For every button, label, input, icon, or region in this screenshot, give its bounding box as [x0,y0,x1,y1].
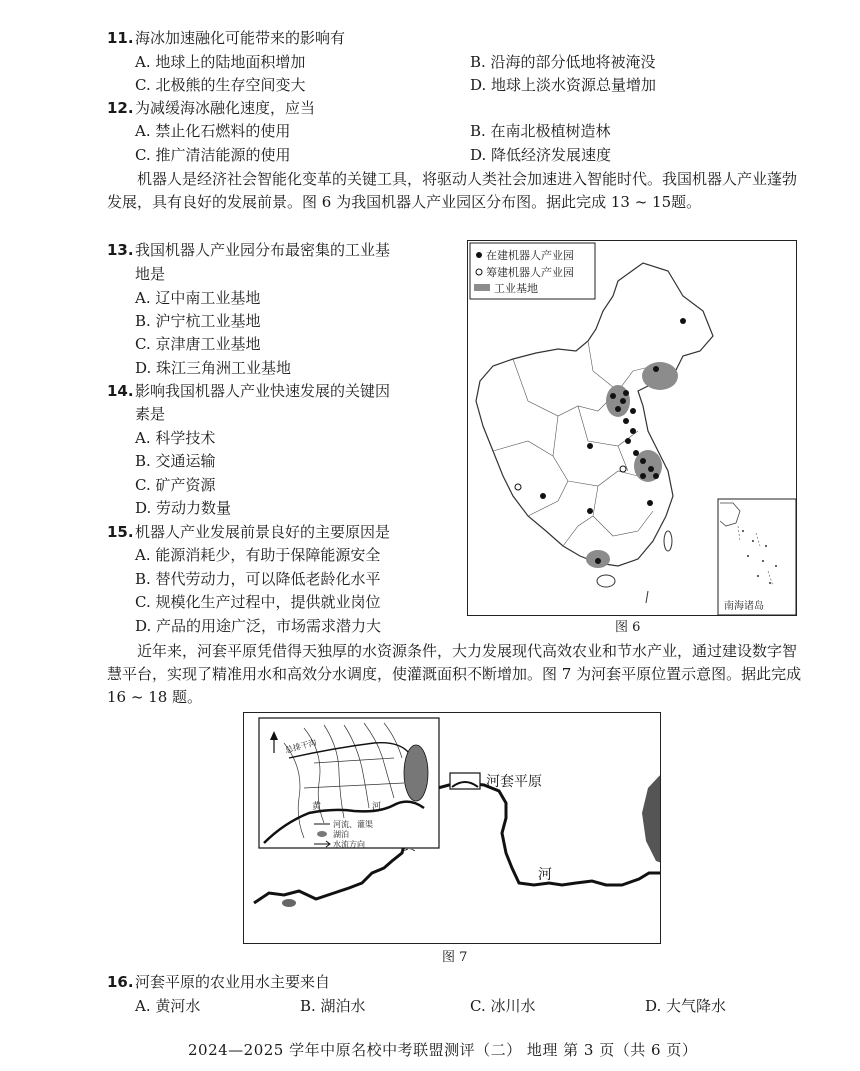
q13-number: 13. [107,241,134,259]
q11-option-a: A. 地球上的陆地面积增加 [135,53,306,71]
q11-option-b: B. 沿海的部分低地将被淹没 [470,53,656,71]
park-dot [640,473,646,479]
hetao-map-svg [244,713,661,944]
china-outline [476,263,713,566]
legend-planning: 筹建机器人产业园 [486,266,574,279]
q16-option-a: A. 黄河水 [135,997,201,1015]
legend-open-dot-icon [476,269,482,275]
inset-river-char-huang: 黄 [312,802,322,812]
q14-option-d: D. 劳动力数量 [135,499,232,517]
q11-number: 11. [107,29,134,47]
park-dot [640,458,646,464]
planned-park-dot [515,484,521,490]
q16-number: 16. [107,973,134,991]
q11-option-d: D. 地球上淡水资源总量增加 [470,76,657,94]
q15-stem: 机器人产业发展前景良好的主要原因是 [135,523,391,541]
boundary-dash [646,591,648,603]
legend-lake-icon [317,831,327,837]
park-dot [630,408,636,414]
hetao-inset [259,718,439,849]
q15-option-d: D. 产品的用途广泛，市场需求潜力大 [135,617,382,635]
legend-gray-patch-icon [474,284,490,291]
q12-option-d: D. 降低经济发展速度 [470,146,612,164]
page-footer: 2024—2025 学年中原名校中考联盟测评（二） 地理 第 3 页（共 6 页） [188,1041,698,1059]
hainan-island [597,575,615,587]
passage-robot-industry: 机器人是经济社会智能化变革的关键工具，将驱动人类社会加速进入智能时代。我国机器人产业蓬勃发展，具有良好的发展前景。图 6 为我国机器人产业园区分布图。据此完成 13 ~ 15题。 [107,170,798,211]
west-lake [282,899,296,907]
q15-option-a: A. 能源消耗少，有助于保障能源安全 [135,546,381,564]
taiwan-island [664,531,672,551]
q12-option-a: A. 禁止化石燃料的使用 [135,122,291,140]
q11-option-c: C. 北极熊的生存空间变大 [135,76,306,94]
q13-option-c: C. 京津唐工业基地 [135,335,261,353]
park-dot [648,466,654,472]
q12-option-c: C. 推广清洁能源的使用 [135,146,291,164]
fig6-legend [470,243,595,299]
legend-under-construction: 在建机器人产业园 [486,249,574,262]
park-dot [633,450,639,456]
park-dot [595,558,601,564]
q16-option-b: B. 湖泊水 [300,997,366,1015]
q13-option-b: B. 沪宁杭工业基地 [135,312,261,330]
q15-option-c: C. 规模化生产过程中，提供就业岗位 [135,593,381,611]
park-dot [630,428,636,434]
figure7-hetao-map [243,712,661,944]
legend-industrial-base: 工业基地 [494,282,538,295]
q14-stem-line1: 影响我国机器人产业快速发展的关键因 [135,382,391,400]
q16-option-c: C. 冰川水 [470,997,536,1015]
park-dot [620,398,626,404]
park-dot [625,438,631,444]
park-dot [623,390,629,396]
park-dot [653,473,659,479]
q13-stem-line1: 我国机器人产业园分布最密集的工业基 [135,241,391,259]
q14-stem-line2: 素是 [135,405,166,423]
q11-stem: 海冰加速融化可能带来的影响有 [135,29,346,47]
figure7-caption: 图 7 [442,950,468,965]
inset-legend-river: 河流、灌渠 [333,820,373,829]
south-china-sea-inset [718,499,796,615]
east-sea-region [642,773,661,863]
park-dot [610,393,616,399]
hetao-place-label: 河套平原 [486,774,542,790]
q12-number: 12. [107,99,134,117]
park-dot [615,406,621,412]
q15-number: 15. [107,523,134,541]
park-dot [647,500,653,506]
q13-option-d: D. 珠江三角洲工业基地 [135,359,292,377]
legend-filled-dot-icon [476,252,482,258]
inset-legend-lake: 湖泊 [333,830,349,839]
q12-stem: 为减缓海冰融化速度，应当 [135,99,316,117]
industrial-base-jingjintang [606,385,630,417]
river-char-he: 河 [538,867,552,883]
inset-label-nanhai: 南海诸岛 [724,601,764,612]
park-dot [587,508,593,514]
q16-option-d: D. 大气降水 [645,997,727,1015]
park-dot [540,493,546,499]
park-dot [623,418,629,424]
park-dot [653,366,659,372]
planned-park-dot [620,466,626,472]
passage-hetao-plain: 近年来，河套平原凭借得天独厚的水资源条件，大力发展现代高效农业和节水产业，通过建设数字智慧平台，实现了精准用水和高效分水调度，使灌溉面积不断增加。图 7 为河套平原位置示意图。据此完成 16 ~ 18 题。 [107,642,802,706]
q13-stem-line2: 地是 [135,265,166,283]
park-dot [587,443,593,449]
wuliangsuhai-lake [404,745,428,801]
q15-option-b: B. 替代劳动力，可以降低老龄化水平 [135,570,381,588]
q16-stem: 河套平原的农业用水主要来自 [135,973,331,991]
china-map-svg [468,241,797,616]
figure6-caption: 图 6 [615,620,641,635]
park-dot [680,318,686,324]
inset-label-zongpaigan: 总排干沟 [284,737,318,755]
q12-option-b: B. 在南北极植树造林 [470,122,611,140]
figure6-china-map [467,240,797,616]
inset-legend-flow: 水流方向 [333,840,365,849]
industrial-base-liaozhongnan [642,362,678,390]
q14-option-b: B. 交通运输 [135,452,216,470]
q14-number: 14. [107,382,134,400]
q14-option-c: C. 矿产资源 [135,476,216,494]
q14-option-a: A. 科学技术 [135,429,216,447]
inset-river-char-he: 河 [372,802,382,812]
q13-option-a: A. 辽中南工业基地 [135,289,261,307]
